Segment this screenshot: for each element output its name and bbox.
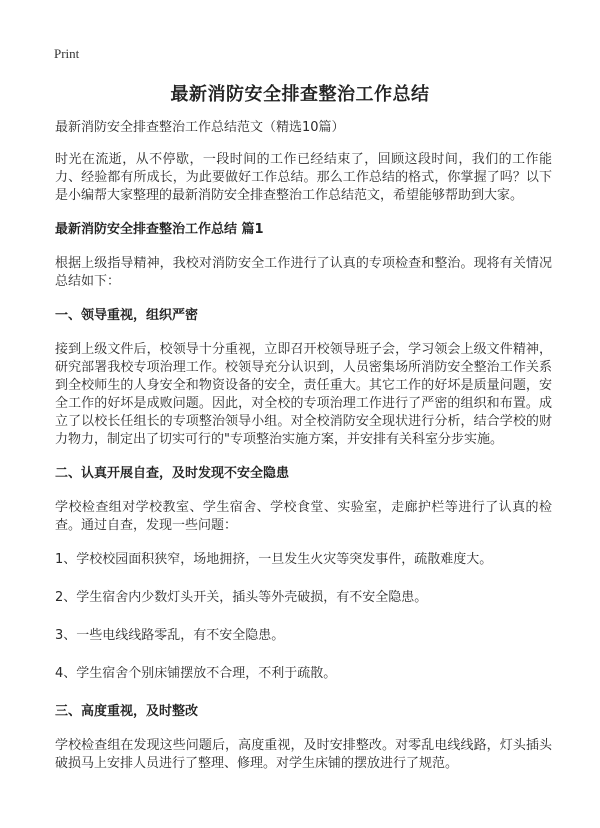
list-item-4: 4、学生宿舍个别床铺摆放不合理，不利于疏散。 — [55, 666, 337, 681]
list-item-3: 3、一些电线线路零乱，有不安全隐患。 — [55, 628, 285, 643]
list-item-2: 2、学生宿舍内少数灯头开关，插头等外壳破损，有不安全隐患。 — [55, 590, 428, 605]
document-subtitle: 最新消防安全排查整治工作总结范文（精选10篇） — [55, 120, 345, 135]
article-intro-paragraph: 根据上级指导精神，我校对消防安全工作进行了认真的专项检查和整治。现将有关情况总结如下： — [55, 256, 552, 289]
article-heading: 最新消防安全排查整治工作总结 篇1 — [55, 222, 264, 237]
page-title: 最新消防安全排查整治工作总结 — [170, 84, 430, 105]
intro-paragraph: 时光在流逝，从不停歇，一段时间的工作已经结束了，回顾这段时间，我们的工作能力、经验都有所成长，为此要做好工作总结。那么工作总结的格式，你掌握了吗？以下是小编帮大家整理的最新消防安全排查整治工作总结范文，希望能够帮助到大家。 — [55, 152, 552, 203]
section-body-1: 接到上级文件后，校领导十分重视，立即召开校领导班子会，学习领会上级文件精神，研究部署我校专项治理工作。校领导充分认识到，人员密集场所消防安全整治工作关系到全校师生的人身安全和物资设备的安全，责任重大。其它工作的好坏是质量问题，安全工作的好坏是成败问题。因此，对全校的专项治理工作进行了严密的组织和布置。成立了以校长任组长的专项整治领导小组。对全校消防安全现状进行分析，结合学校的财力物力，制定出了切实可行的"专项整治实施方案，并安排有关科室分步实施。 — [55, 342, 552, 447]
list-item-1: 1、学校校园面积狭窄，场地拥挤，一旦发生火灾等突发事件，疏散难度大。 — [55, 552, 493, 567]
document-body — [55, 119, 552, 789]
section-body-3: 学校检查组在发现这些问题后，高度重视，及时安排整改。对零乱电线线路，灯头插头破损马上安排人员进行了整理、修理。对学生床铺的摆放进行了规范。 — [55, 738, 552, 771]
section-heading-1: 一、领导重视，组织严密 — [55, 308, 199, 323]
section-heading-3: 三、高度重视，及时整改 — [55, 704, 199, 719]
section-heading-2: 二、认真开展自查，及时发现不安全隐患 — [55, 466, 290, 481]
print-link[interactable]: Print — [54, 46, 80, 61]
section-body-2: 学校检查组对学校教室、学生宿舍、学校食堂、实验室，走廊护栏等进行了认真的检查。通过自查，发现一些问题： — [55, 500, 552, 533]
